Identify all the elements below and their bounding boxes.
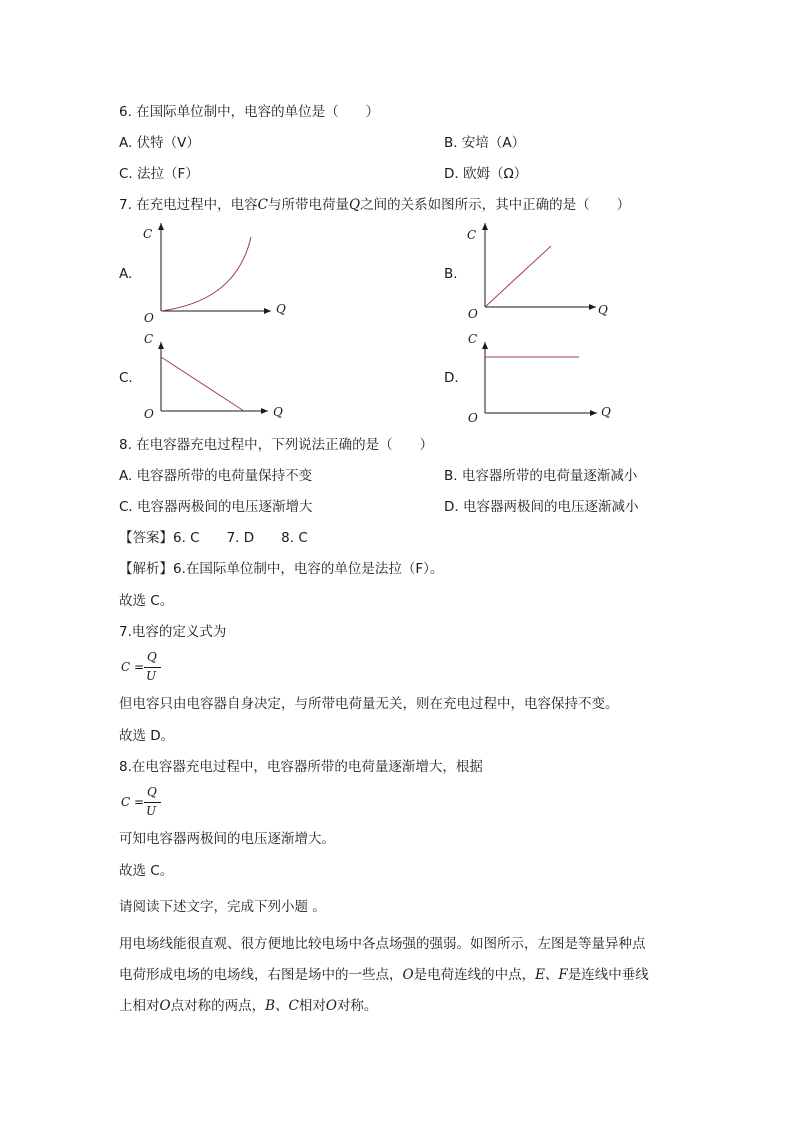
q6-stem: 6. 在国际单位制中，电容的单位是（ ） — [119, 104, 380, 120]
graph-b-line — [485, 246, 551, 307]
graph-d — [468, 332, 611, 425]
reading-p3-b: 点对称的两点， — [170, 998, 266, 1014]
q7-stem-part1: 7. 在充电过程中，电容 — [119, 197, 258, 213]
reading-p3-o: O — [159, 998, 171, 1014]
reading-p3-d: 对称。 — [336, 998, 378, 1014]
reading-p3-c: 相对 — [298, 998, 326, 1014]
formula-fraction-bar — [144, 802, 161, 803]
graph-b — [467, 223, 608, 321]
answer-values: 6. C 7. D 8. C — [173, 530, 308, 546]
graph-a-y-label: C — [143, 227, 153, 241]
formula-capacitance-1 — [121, 650, 166, 686]
formula-capacitance-2 — [121, 785, 166, 821]
analysis-text-1: 6.在国际单位制中，电容的单位是法拉（F）。 — [173, 561, 444, 577]
q6-option-d: D. 欧姆（Ω） — [444, 166, 528, 182]
graph-a-x-label: Q — [276, 302, 286, 316]
graph-c-x-label: Q — [273, 405, 283, 419]
formula-lhs: C = — [121, 660, 145, 674]
analysis-line-7: 可知电容器两极间的电压逐渐增大。 — [119, 831, 335, 847]
q8-option-d: D. 电容器两极间的电压逐渐减小 — [444, 499, 639, 515]
reading-p3-bc: B、C — [265, 998, 299, 1014]
reading-p2-a: 电荷形成电场的电场线，右图是场中的一些点， — [119, 967, 403, 983]
analysis-line-5: 故选 D。 — [119, 728, 175, 744]
analysis-label: 【解析】 — [119, 561, 173, 577]
answer-line — [119, 529, 308, 547]
graph-c — [144, 332, 283, 421]
q8-option-b: B. 电容器所带的电荷量逐渐减小 — [444, 468, 638, 484]
q7-stem-part2: 与所带电荷量 — [268, 197, 350, 213]
q7-graphs — [0, 0, 794, 440]
formula-numerator: Q — [147, 785, 157, 799]
q6-option-a: A. 伏特（V） — [119, 135, 200, 151]
q7-label-b: B. — [444, 266, 458, 282]
q7-var-c: C — [257, 197, 269, 213]
analysis-line-2: 故选 C。 — [119, 593, 174, 609]
reading-paragraph-line-3 — [119, 997, 377, 1015]
answer-label: 【答案】 — [119, 530, 173, 546]
q8-option-a: A. 电容器所带的电荷量保持不变 — [119, 468, 313, 484]
reading-p2-o: O — [402, 967, 414, 983]
q6-option-b: B. 安培（A） — [444, 135, 526, 151]
q8-stem: 8. 在电容器充电过程中，下列说法正确的是（ ） — [119, 437, 434, 453]
formula-denominator: U — [146, 669, 157, 683]
analysis-line-3: 7.电容的定义式为 — [119, 624, 227, 640]
formula-lhs: C = — [121, 795, 145, 809]
q8-option-c: C. 电容器两极间的电压逐渐增大 — [119, 499, 313, 515]
q7-label-d: D. — [444, 370, 459, 386]
graph-c-line — [161, 357, 244, 411]
analysis-line-8: 故选 C。 — [119, 863, 174, 879]
reading-p3-a: 上相对 — [119, 998, 160, 1014]
analysis-line-6: 8.在电容器充电过程中，电容器所带的电荷量逐渐增大，根据 — [119, 759, 483, 775]
q7-var-q: Q — [349, 197, 361, 213]
graph-a-origin: O — [144, 311, 154, 325]
q7-label-c: C. — [119, 370, 133, 386]
graph-a — [143, 223, 286, 325]
formula-denominator: U — [146, 804, 157, 818]
q7-stem-part3: 之间的关系如图所示，其中正确的是（ ） — [360, 197, 631, 213]
analysis-line-4: 但电容只由电容器自身决定，与所带电荷量无关，则在充电过程中，电容保持不变。 — [119, 696, 619, 712]
analysis-line-1 — [119, 560, 443, 578]
reading-intro: 请阅读下述文字，完成下列小题 。 — [119, 899, 326, 915]
graph-d-origin: O — [468, 411, 478, 425]
reading-p2-b: 是电荷连线的中点， — [413, 967, 536, 983]
graph-b-x-label: Q — [598, 303, 608, 317]
graph-b-y-label: C — [467, 228, 477, 242]
reading-p2-c: 是连线中垂线 — [567, 967, 649, 983]
formula-numerator: Q — [147, 650, 157, 664]
graph-d-x-label: Q — [601, 405, 611, 419]
graph-c-y-label: C — [144, 332, 154, 346]
reading-paragraph-line-2 — [119, 966, 649, 984]
graph-c-origin: O — [144, 407, 154, 421]
q7-label-a: A. — [119, 266, 133, 282]
reading-p3-o2: O — [325, 998, 337, 1014]
reading-p2-ef: E、F — [535, 967, 568, 983]
formula-fraction-bar — [144, 667, 161, 668]
graph-a-curve — [161, 237, 251, 311]
reading-paragraph-line-1: 用电场线能很直观、很方便地比较电场中各点场强的强弱。如图所示，左图是等量异种点 — [119, 936, 646, 952]
graph-b-origin: O — [468, 307, 478, 321]
q6-option-c: C. 法拉（F） — [119, 166, 199, 182]
graph-d-y-label: C — [468, 332, 478, 346]
